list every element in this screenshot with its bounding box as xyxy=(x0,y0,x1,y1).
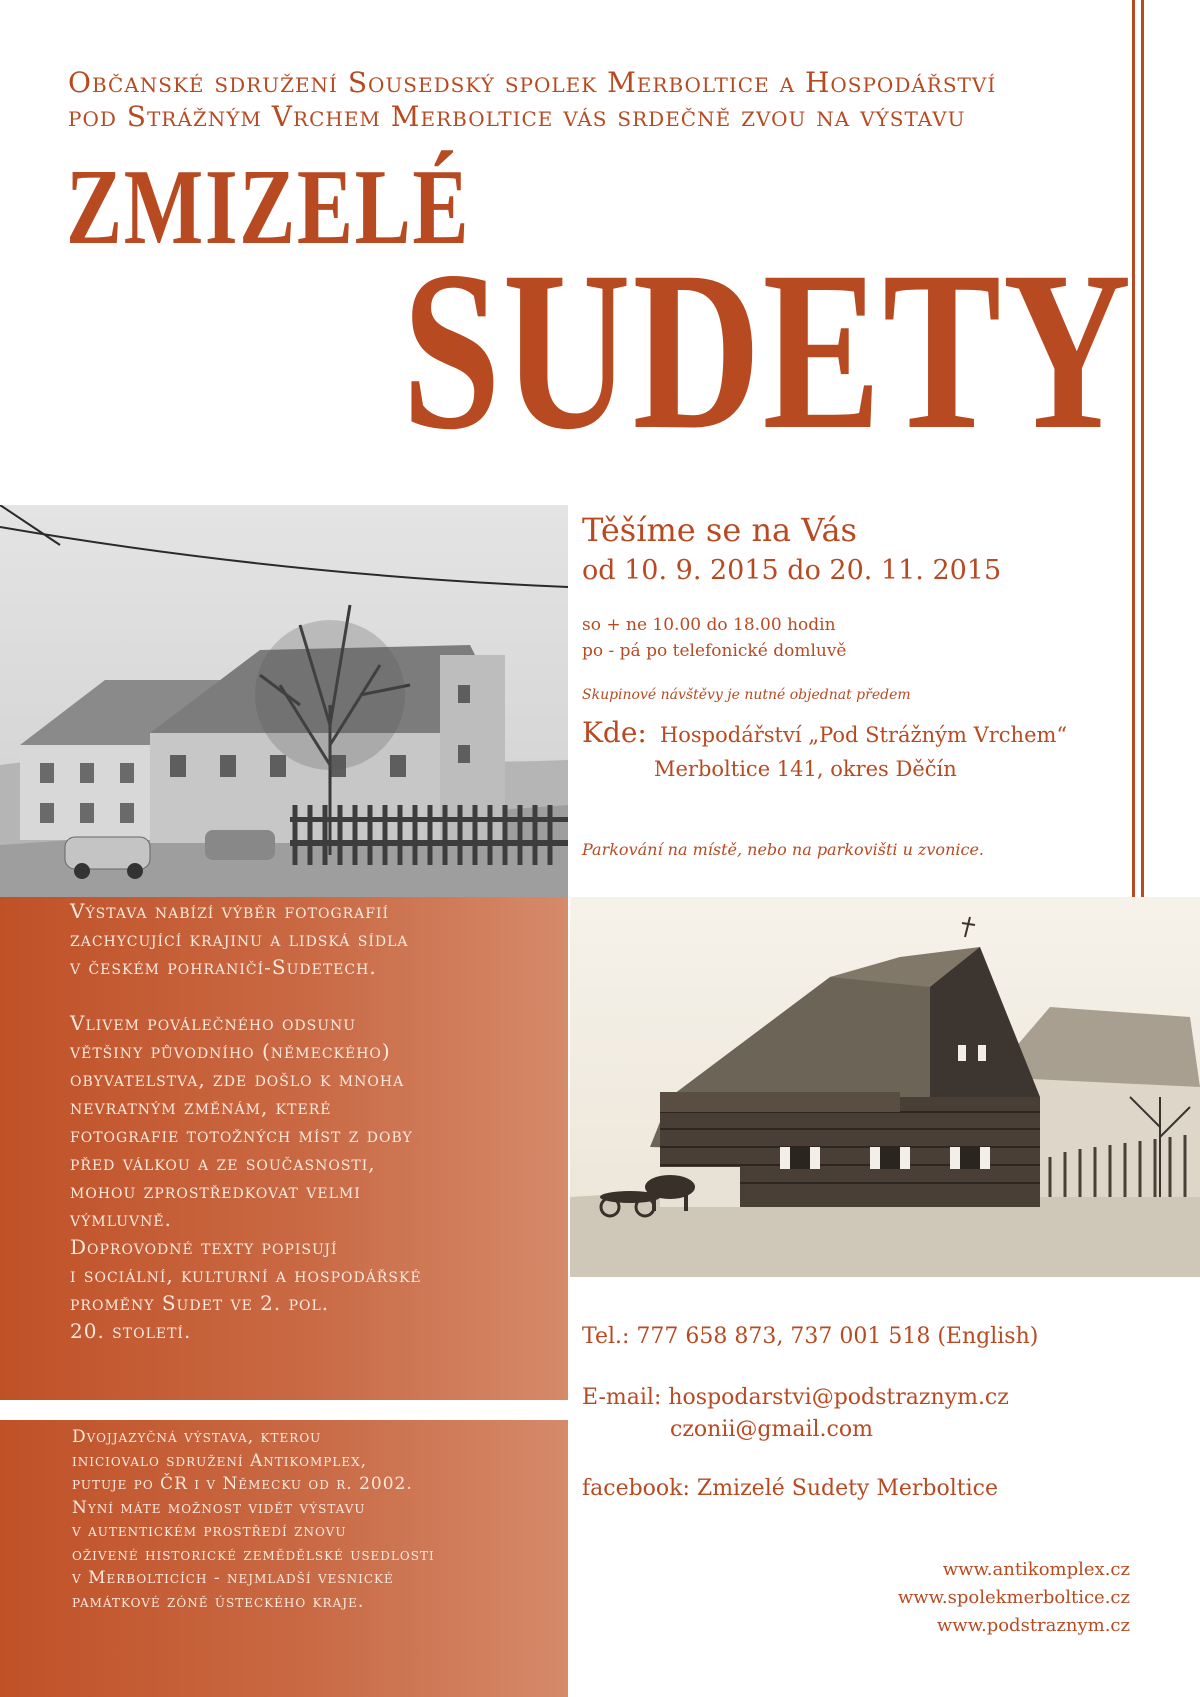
about-paragraph-1 xyxy=(70,897,540,981)
about-line: fotografie totožných míst z doby xyxy=(70,1123,413,1147)
history-line: oživené historické zemědělské usedlosti xyxy=(72,1544,435,1565)
about-paragraph-2 xyxy=(70,1009,540,1345)
history-box xyxy=(0,1420,568,1697)
website-link[interactable]: www.spolekmerboltice.cz xyxy=(897,1587,1130,1608)
about-line: před válkou a ze současnosti, xyxy=(70,1151,376,1175)
history-line: v autentickém prostředí znovu xyxy=(72,1521,347,1541)
about-line: Doprovodné texty popisují xyxy=(70,1235,338,1259)
title-sudety: SUDETY xyxy=(402,225,1133,477)
about-line: mohou zprostředkovat velmi xyxy=(70,1179,361,1203)
about-text xyxy=(70,897,540,1345)
about-line: obyvatelstva, zde došlo k mnoha xyxy=(70,1067,405,1091)
website-link[interactable]: www.podstraznym.cz xyxy=(936,1615,1130,1636)
about-line: proměny Sudet ve 2. pol. xyxy=(70,1291,330,1315)
about-line: v českém pohraničí-Sudetech. xyxy=(70,955,377,979)
about-line: zachycující krajinu a lidská sídla xyxy=(70,927,409,951)
history-line: v Merbolticích - nejmladší vesnické xyxy=(72,1568,394,1588)
history-line: Nyní máte možnost vidět výstavu xyxy=(72,1497,366,1518)
event-dates: od 10. 9. 2015 do 20. 11. 2015 xyxy=(582,555,1002,586)
contact-info xyxy=(582,1322,1122,1504)
about-line: i sociální, kulturní a hospodářské xyxy=(70,1263,422,1287)
history-line: iniciovalo sdružení Antikomplex, xyxy=(72,1450,368,1471)
location xyxy=(582,716,1122,786)
email-link-2[interactable]: czonii@gmail.com xyxy=(670,1417,873,1442)
about-line: nevratným změnám, které xyxy=(70,1095,332,1119)
invitation-line-1: Občanské sdružení Sousedský spolek Merboltice a Hospodářství xyxy=(68,66,997,99)
websites-list xyxy=(730,1556,1130,1640)
title-zmizele: ZMIZELÉ xyxy=(66,148,471,267)
greeting: Těšíme se na Vás xyxy=(582,511,857,549)
about-line: Vlivem poválečného odsunu xyxy=(70,1011,357,1035)
website-link[interactable]: www.antikomplex.cz xyxy=(942,1559,1130,1580)
telephone: Tel.: 777 658 873, 737 001 518 (English) xyxy=(582,1324,1039,1349)
about-line: Výstava nabízí výběr fotografií xyxy=(70,899,390,923)
parking-note: Parkování na místě, nebo na parkovišti u zvonice. xyxy=(582,840,984,859)
location-label: Kde: xyxy=(582,716,647,749)
email-label: E-mail: xyxy=(582,1385,662,1410)
history-line: památkové zóně ústeckého kraje. xyxy=(72,1591,365,1612)
decorative-rule-right xyxy=(1141,0,1144,905)
invitation-text xyxy=(68,66,1108,134)
photo-historic-farmhouse xyxy=(570,897,1200,1277)
invitation-line-2: pod Strážným Vrchem Merboltice vás srdečně zvou na výstavu xyxy=(68,100,966,133)
about-line: většiny původního (německého) xyxy=(70,1039,391,1063)
opening-hours-weekend: so + ne 10.00 do 18.00 hodin xyxy=(582,615,836,635)
photo-present-day-houses xyxy=(0,505,568,897)
opening-hours-weekdays: po - pá po telefonické domluvě xyxy=(582,641,847,661)
about-exhibition-box xyxy=(0,897,568,1400)
about-line: výmluvně. xyxy=(70,1207,172,1231)
about-line: 20. století. xyxy=(70,1319,192,1343)
email-link-1[interactable]: hospodarstvi@podstraznym.cz xyxy=(668,1385,1009,1410)
facebook-link[interactable]: facebook: Zmizelé Sudety Merboltice xyxy=(582,1476,999,1501)
location-line-1: Hospodářství „Pod Strážným Vrchem“ xyxy=(659,723,1068,747)
email-block xyxy=(582,1382,1122,1446)
event-info xyxy=(582,508,1122,862)
history-text xyxy=(72,1426,542,1614)
history-line: Dvojjazyčná výstava, kterou xyxy=(72,1427,322,1447)
group-visits-note: Skupinové návštěvy je nutné objednat předem xyxy=(582,687,911,703)
location-line-2: Merboltice 141, okres Děčín xyxy=(654,757,957,781)
history-line: putuje po ČR i v Německu od r. 2002. xyxy=(72,1474,413,1494)
